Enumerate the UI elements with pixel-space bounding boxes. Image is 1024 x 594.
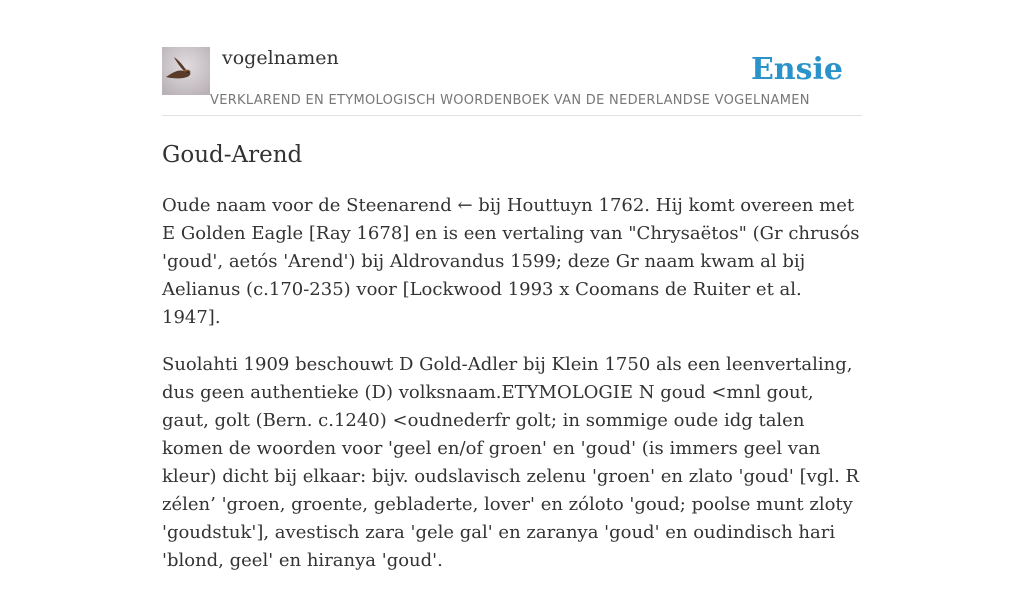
article-body bbox=[162, 192, 862, 594]
avatar[interactable] bbox=[162, 47, 210, 95]
page-title: Goud-Arend bbox=[162, 142, 303, 168]
brand-logo[interactable]: Ensie bbox=[750, 52, 843, 87]
bird-photo-icon bbox=[162, 47, 210, 95]
paragraph: Suolahti 1909 beschouwt D Gold-Adler bij Klein 1750 als een leenvertaling, dus geen authentieke (D) volksnaam.ETYMOLOGIE N goud <mnl gout, gaut, golt (Bern. c.1240) <oudnederfr golt; in sommige oude idg talen komen de woorden voor 'geel en/of groen' en 'goud' (is immers geel van kleur) dicht bij elkaar: bijv. oudslavisch zelenu 'groen' en zlato 'goud' [vgl. R zélen’ 'groen, groente, gebladerte, lover' en zóloto 'goud; poolse munt zloty 'goudstuk'], avestisch zara 'gele gal' en zaranya 'goud' en oudindisch hari 'blond, geel' en hiranya 'goud'. bbox=[162, 354, 860, 571]
dictionary-subtitle[interactable]: VERKLAREND EN ETYMOLOGISCH WOORDENBOEK VAN DE NEDERLANDSE VOGELNAMEN bbox=[210, 93, 810, 108]
site-header bbox=[162, 46, 862, 116]
paragraph: Oude naam voor de Steenarend ← bij Houttuyn 1762. Hij komt overeen met E Golden Eagle [Ray 1678] en is een vertaling van "Chrysaëtos" (Gr chrusós 'goud', aetós 'Arend') bij Aldrovandus 1599; deze Gr naam kwam al bij Aelianus (c.170-235) voor [Lockwood 1993 x Coomans de Ruiter et al. 1947]. bbox=[162, 195, 860, 328]
author-name[interactable]: vogelnamen bbox=[222, 47, 339, 69]
